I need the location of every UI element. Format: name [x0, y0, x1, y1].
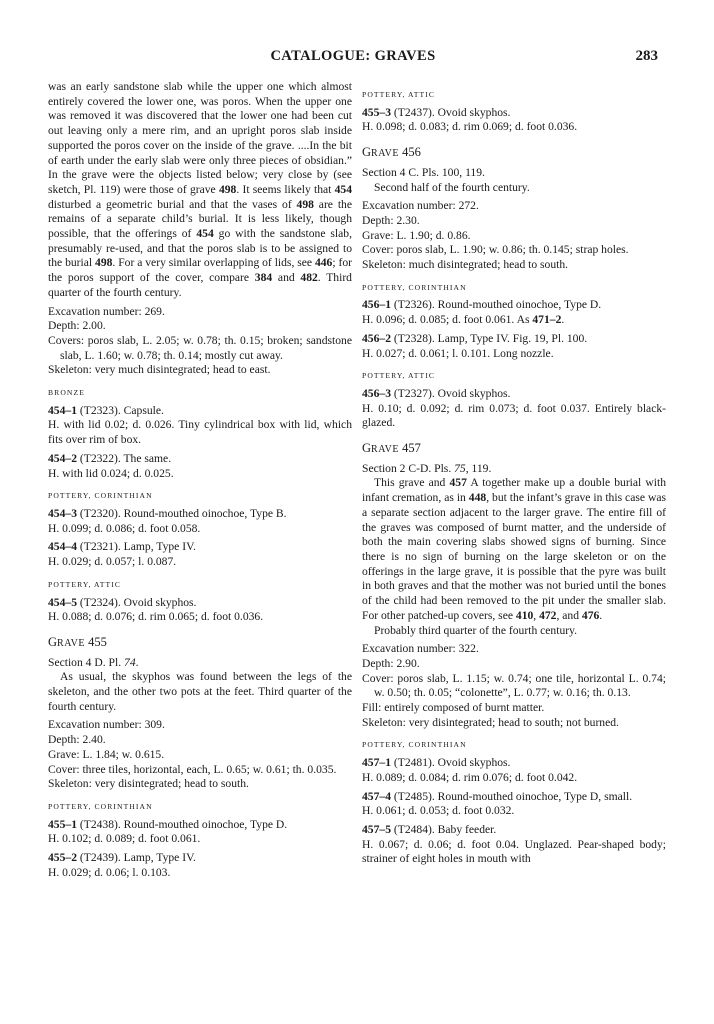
item-description: H. 0.067; d. 0.06; d. foot 0.04. Unglazed. Pear-shaped body; strainer of eight holes in mouth with	[362, 837, 666, 866]
item-description: H. 0.088; d. 0.076; d. rim 0.065; d. foot 0.036.	[48, 610, 264, 624]
cover: Cover: poros slab, L. 1.15; w. 0.74; one tile, horizontal L. 0.74; w. 0.50; th. 0.05; “colonette”, L. 0.77; w. 0.16; th. 0.13.	[362, 671, 666, 700]
grave-section: Section 2 C-D. Pls. 75, 119.	[362, 461, 492, 475]
grave-date: Probably third quarter of the fourth century.	[374, 623, 578, 637]
excavation-number: Excavation number: 322.	[362, 642, 479, 656]
catalogue-item: 457–1 (T2481). Ovoid skyphos.	[362, 756, 511, 770]
grave-description: As usual, the skyphos was found between the legs of the skeleton, and the other two pots at the feet. Third quarter of the fourth century.	[48, 670, 352, 713]
item-description: H. 0.098; d. 0.083; d. rim 0.069; d. foot 0.036.	[362, 120, 578, 134]
skeleton: Skeleton: much disintegrated; head to south.	[362, 258, 569, 272]
item-description: H. 0.10; d. 0.092; d. rim 0.073; d. foot 0.037. Entirely black-glazed.	[362, 401, 666, 430]
section-label-pottery-attic: POTTERY, ATTIC	[48, 579, 122, 589]
grave-454-continuation: was an early sandstone slab while the upper one which almost entirely covered the lower one, was poros. When the upper one was removed it was discovered that the lower one had been cut out leaving only a mere rim, and an upright poros slab inside supported the poros cover on the inside of the grave. ....In the bit of earth under the early slab were only three pieces of obsidian.” In the grave were the objects listed below; very close by (see sketch, Pl. 119) were those of grave 498. It seems likely that 454 disturbed a geometric burial and that the vases of 498 are the remains of a separate child’s burial. It is less likely, though possible, that the offerings of 454 go with the sandstone slab, presumably re-used, and that the poros slab is to be assigned to the burial 498. For a very similar overlapping of lids, see 446; for the poros support of the cover, compare 384 and 482. Third quarter of the fourth century.	[48, 80, 352, 299]
catalogue-item: 454–3 (T2320). Round-mouthed oinochoe, Type B.	[48, 506, 287, 520]
catalogue-item: 456–2 (T2328). Lamp, Type IV. Fig. 19, Pl. 100.	[362, 331, 588, 345]
item-description: H. 0.027; d. 0.061; l. 0.101. Long nozzle.	[362, 346, 554, 360]
skeleton: Skeleton: very much disintegrated; head to east.	[48, 363, 271, 377]
item-description: H. 0.096; d. 0.085; d. foot 0.061. As 471–2.	[362, 313, 565, 327]
section-label-pottery-corinthian: POTTERY, CORINTHIAN	[48, 801, 153, 811]
covers: Covers: poros slab, L. 2.05; w. 0.78; th. 0.15; broken; sandstone slab, L. 1.60; w. 0.78; th. 0.14; mostly cut away.	[48, 333, 352, 362]
item-description: H. 0.089; d. 0.084; d. rim 0.076; d. foot 0.042.	[362, 770, 578, 784]
grave-dimensions: Grave: L. 1.84; w. 0.615.	[48, 747, 165, 761]
page-number: 283	[635, 48, 658, 64]
catalogue-item: 454–4 (T2321). Lamp, Type IV.	[48, 540, 196, 554]
catalogue-item: 454–5 (T2324). Ovoid skyphos.	[48, 595, 197, 609]
item-description: H. 0.099; d. 0.086; d. foot 0.058.	[48, 521, 201, 535]
section-label-bronze: BRONZE	[48, 388, 85, 398]
catalogue-item: 455–2 (T2439). Lamp, Type IV.	[48, 851, 196, 865]
cover: Cover: three tiles, horizontal, each, L. 0.65; w. 0.61; th. 0.035.	[48, 762, 337, 776]
depth: Depth: 2.30.	[362, 213, 420, 227]
section-label-pottery-attic: POTTERY, ATTIC	[362, 371, 436, 381]
item-description: H. 0.029; d. 0.06; l. 0.103.	[48, 865, 171, 879]
excavation-number: Excavation number: 269.	[48, 304, 165, 318]
section-label-pottery-attic: POTTERY, ATTIC	[362, 90, 436, 99]
section-label-pottery-corinthian: POTTERY, CORINTHIAN	[48, 491, 153, 501]
grave-section: Section 4 C. Pls. 100, 119.	[362, 165, 485, 179]
right-column	[362, 80, 666, 867]
skeleton: Skeleton: very disintegrated; head to south.	[48, 777, 249, 791]
depth: Depth: 2.00.	[48, 319, 106, 333]
catalogue-item: 456–3 (T2327). Ovoid skyphos.	[362, 386, 511, 400]
running-head: CATALOGUE: GRAVES	[270, 48, 436, 64]
grave-heading-457: GRAVE 457	[362, 441, 421, 456]
grave-heading-455: GRAVE 455	[48, 634, 107, 649]
section-label-pottery-corinthian: POTTERY, CORINTHIAN	[362, 282, 467, 292]
grave-date: Second half of the fourth century.	[374, 180, 530, 194]
left-column	[48, 80, 352, 880]
grave-dimensions: Grave: L. 1.90; d. 0.86.	[362, 228, 471, 242]
grave-heading-456: GRAVE 456	[362, 145, 421, 160]
depth: Depth: 2.90.	[362, 656, 420, 670]
fill: Fill: entirely composed of burnt matter.	[362, 701, 545, 715]
grave-section: Section 4 D. Pl. 74.	[48, 655, 139, 669]
catalogue-item: 457–5 (T2484). Baby feeder.	[362, 822, 497, 836]
catalogue-item: 457–4 (T2485). Round-mouthed oinochoe, Type D, small.	[362, 789, 633, 803]
item-description: H. with lid 0.02; d. 0.026. Tiny cylindrical box with lid, which fits over rim of box.	[48, 418, 352, 447]
page-header	[48, 48, 658, 68]
catalogue-item: 454–2 (T2322). The same.	[48, 451, 172, 465]
depth: Depth: 2.40.	[48, 733, 106, 747]
catalogue-item: 455–1 (T2438). Round-mouthed oinochoe, Type D.	[48, 817, 288, 831]
excavation-number: Excavation number: 309.	[48, 718, 165, 732]
catalogue-item: 454–1 (T2323). Capsule.	[48, 403, 164, 417]
item-description: H. 0.029; d. 0.057; l. 0.087.	[48, 555, 177, 569]
catalogue-item: 456–1 (T2326). Round-mouthed oinochoe, Type D.	[362, 298, 602, 312]
skeleton: Skeleton: very disintegrated; head to south; not burned.	[362, 715, 619, 729]
item-description: H. 0.102; d. 0.089; d. foot 0.061.	[48, 832, 201, 846]
cover: Cover: poros slab, L. 1.90; w. 0.86; th. 0.145; strap holes.	[362, 243, 629, 257]
item-description: H. 0.061; d. 0.053; d. foot 0.032.	[362, 804, 515, 818]
item-description: H. with lid 0.024; d. 0.025.	[48, 466, 174, 480]
excavation-number: Excavation number: 272.	[362, 199, 479, 213]
grave-description: This grave and 457 A together make up a double burial with infant cremation, as in 448, but the infant’s grave in this case was a separate section adjacent to the larger grave. The entire fill of the graves was composed of burnt matter, and the underside of both the main covering slabs showed signs of burning. Since there is no sign of burning on the large skeleton or on the offerings in the large grave, it is possible that the pyre was built in both graves and that the mother was not buried until the bones of the child had been removed to the pit under the smaller slab. For other patched-up covers, see 410, 472, and 476.	[362, 476, 667, 622]
catalogue-item: 455–3 (T2437). Ovoid skyphos.	[362, 105, 511, 119]
section-label-pottery-corinthian: POTTERY, CORINTHIAN	[362, 740, 467, 750]
